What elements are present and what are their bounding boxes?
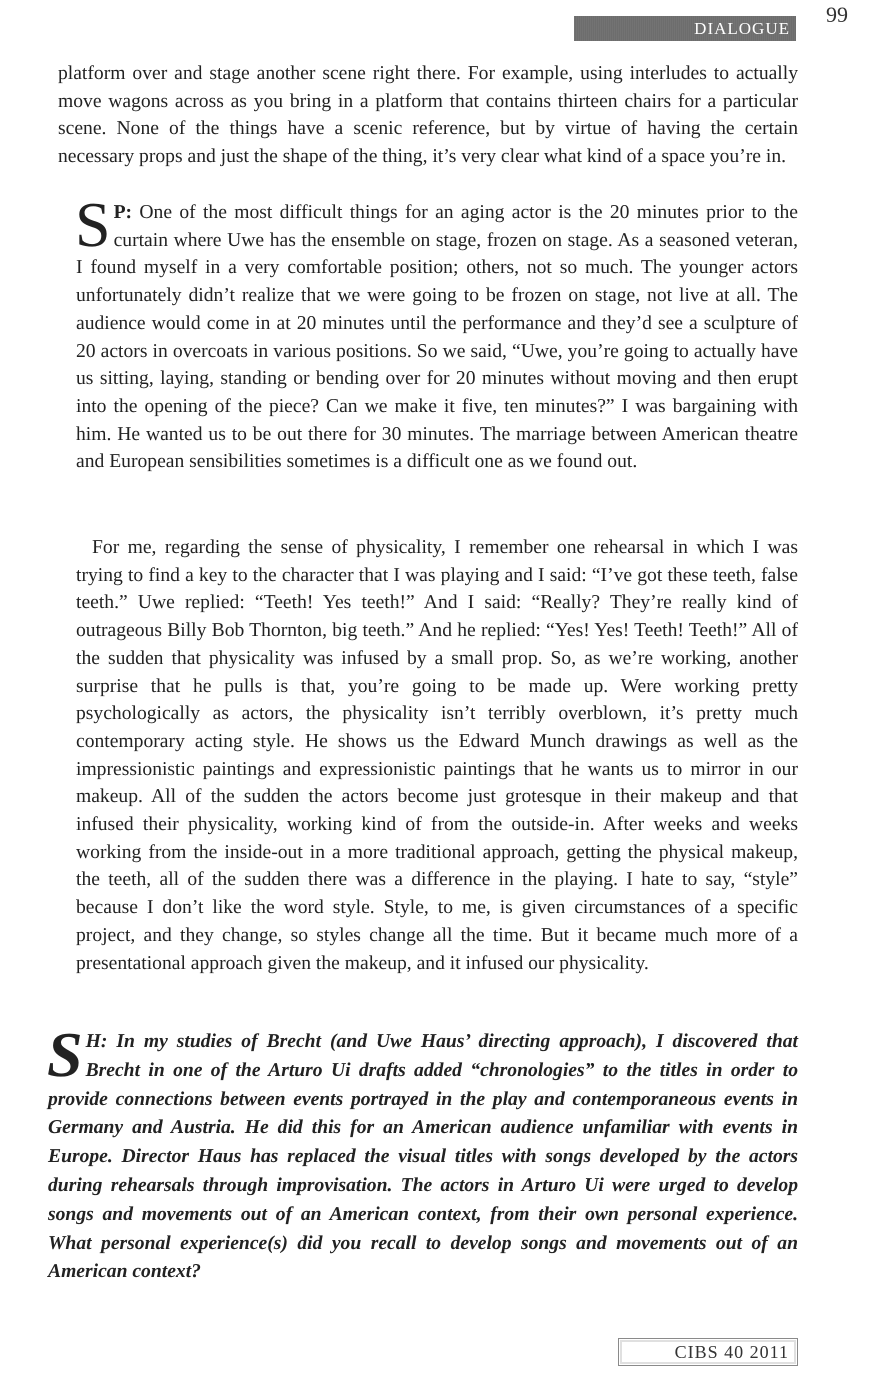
page-number: 99 [826, 2, 848, 27]
section-header-dialogue [574, 16, 796, 41]
paragraph-continuation: platform over and stage another scene right there. For example, using interludes to actually move wagons across as you bring in a platform that contains thirteen chairs for a particular scene. None of the things have a scenic reference, but by virtue of having the certain necessary props and just the shape of the thing, it’s very clear what kind of a space you’re in. [58, 63, 798, 168]
drop-cap-s: S [47, 1019, 83, 1090]
paragraph-sh-question [47, 1019, 798, 1287]
paragraph-physicality: For me, regarding the sense of physicality, I remember one rehearsal in which I was trying to find a key to the character that I was playing and I said: “I’ve got these teeth, false teeth.” Uwe replied: “Teeth! Yes teeth!” And I said: “Really? They’re really kind of outrageous Billy Bob Thornton, big teeth.” And he replied: “Yes! Yes! Teeth! Teeth!” All of the sudden that physicality was infused by a small prop. So, as we’re working, another surprise that he pulls is that, you’re going to be made up. Were working pretty psychologically as actors, the physicality isn’t terribly overblown, it’s pretty much contemporary acting style. He shows us the Edward Munch drawings as well as the impressionistic paintings and expressionistic paintings that he wants us to mirror in our makeup. All of the sudden the actors become just grotesque in their makeup and that infused their physicality, working kind of from the outside-in. After weeks and weeks working from the inside-out in a more traditional approach, getting the physical makeup, the teeth, all of the sudden there was a difference in the playing. I hate to say, “style” because I don’t like the word style. Style, to me, is given circumstances of a specific project, and they change, so styles change all the time. But it became much more of a presentational approach given the makeup, and it infused our physicality. [76, 537, 798, 974]
paragraph-sp-answer [75, 189, 798, 476]
journal-footer [618, 1338, 798, 1366]
paragraph-text: In my studies of Brecht (and Uwe Haus’ directing approach), I discovered that Brecht in one of the Arturo Ui drafts added “chronologies” to the titles in order to provide connections between events portrayed in the play and contemporaneous events in Germany and Austria. He did this for an American audience unfamiliar with events in Europe. Director Haus has replaced the visual titles with songs developed by the actors during rehearsals through improvisation. The actors in Arturo Ui were urged to develop songs and movements out of an American context, from their own personal experience. What personal experience(s) did you recall to develop songs and movements out of an American context? [48, 1031, 798, 1283]
speaker-label-sp: P: [113, 202, 133, 223]
paragraph-text: One of the most difficult things for an aging actor is the 20 minutes prior to the curtain where Uwe has the ensemble on stage, frozen on stage. As a seasoned veteran, I found myself in a very comfortable position; others, not so much. The younger actors unfortunately didn’t realize that we were going to be frozen on stage, not live at all. The audience would come in at 20 minutes until the performance and they’d see a sculpture of 20 actors in overcoats in various positions. So we said, “Uwe, you’re going to actually have us sitting, laying, standing or bending over for 20 minutes without moving and then erupt into the opening of the piece? Can we make it five, ten minutes?” I was bargaining with him. He wanted us to be out there for 30 minutes. The marriage between American theatre and European sensibilities sometimes is a difficult one as we found out. [76, 202, 798, 473]
drop-cap-s: S [75, 189, 111, 260]
section-label: DIALOGUE [694, 19, 790, 38]
speaker-label-sh: H: [85, 1031, 108, 1052]
journal-citation: CIBS 40 2011 [674, 1342, 789, 1362]
